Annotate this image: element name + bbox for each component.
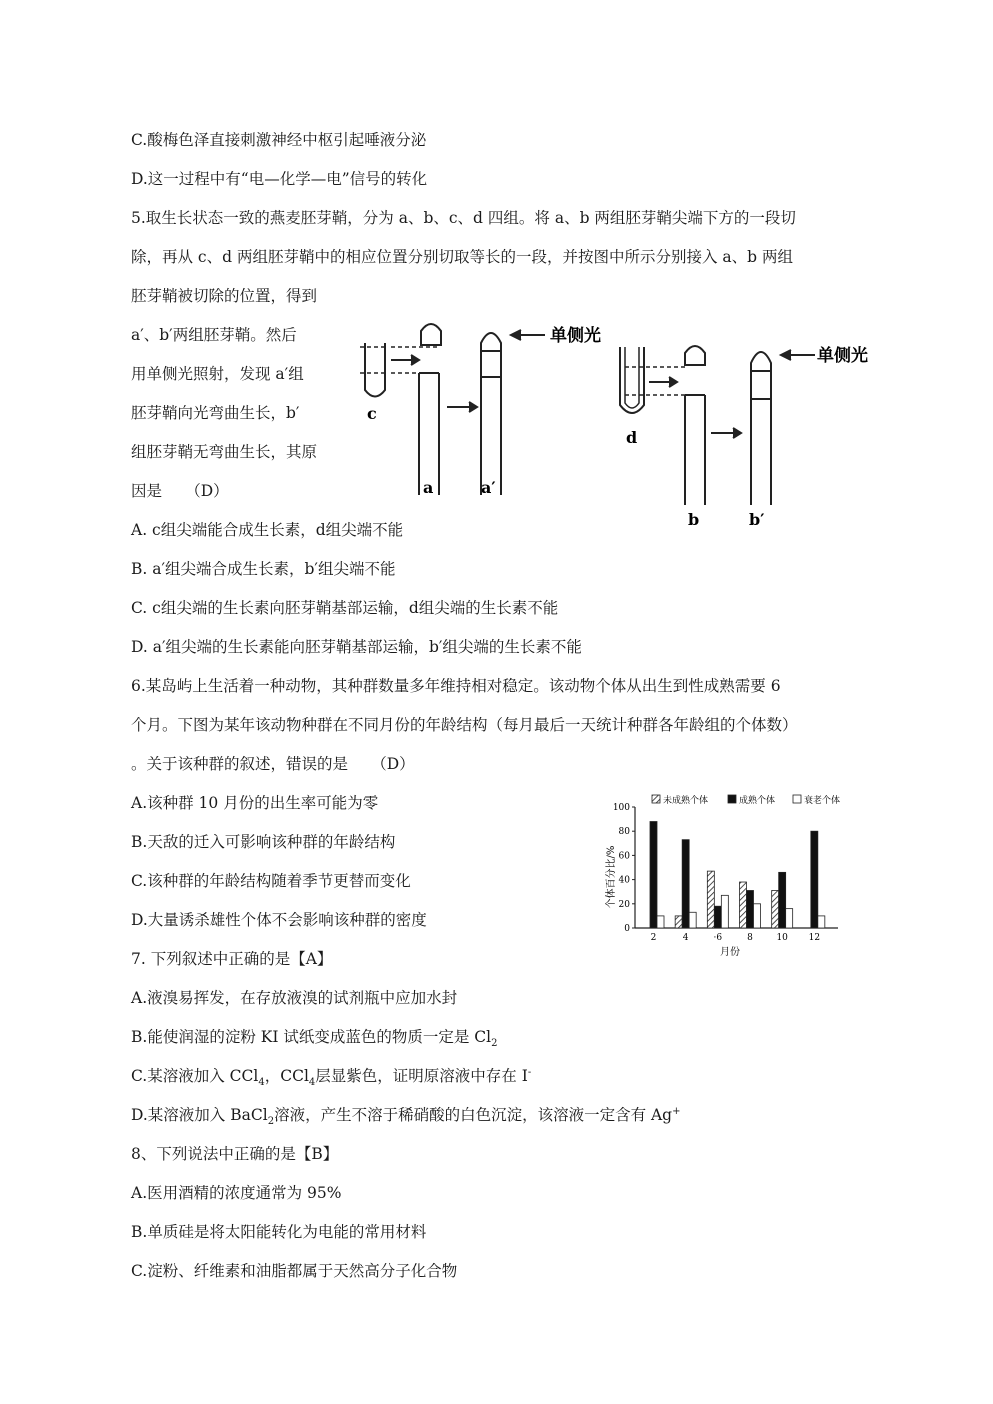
y-axis-label: 个体百分比/%: [606, 845, 617, 909]
q8-stem: 8、下列说法中正确的是【B】: [131, 1145, 339, 1163]
q7-stem: 7. 下列叙述中正确的是【A】: [131, 950, 333, 968]
q5-option-a: A. c组尖端能合成生长素，d组尖端不能: [131, 521, 404, 539]
x-tick-label: 8: [747, 933, 753, 943]
coleoptile-experiment-figure: [355, 315, 885, 530]
q8-option-a: A.医用酒精的浓度通常为 95%: [131, 1184, 342, 1202]
label-a-prime: a′: [481, 478, 496, 497]
coleoptile-c: [365, 343, 385, 397]
q5-stem-line-6: 胚芽鞘向光弯曲生长，b′: [131, 404, 300, 422]
q5-option-d: D. a′组尖端的生长素能向胚芽鞘基部运输，b′组尖端的生长素不能: [131, 638, 582, 656]
x-tick-label: ·6: [713, 933, 723, 943]
bar: [772, 890, 779, 928]
legend-label: 成熟个体: [739, 796, 776, 806]
coleoptile-d: [620, 347, 644, 413]
q8-option-c: C.淀粉、纤维素和油脂都属于天然高分子化合物: [131, 1262, 458, 1280]
coleoptile-b: [685, 395, 705, 505]
q7-option-a: A.液溴易挥发，在存放液溴的试剂瓶中应加水封: [131, 989, 458, 1007]
q5-stem-line-2: 除，再从 c、d 两组胚芽鞘中的相应位置分别切取等长的一段，并按图中所示分别接入 a、b 两组: [131, 248, 793, 266]
legend-swatch: [652, 795, 660, 803]
q7-option-b: B.能使润湿的淀粉 KI 试纸变成蓝色的物质一定是 $Cl_2$: [131, 1028, 498, 1050]
x-tick-label: 12: [808, 933, 821, 943]
bar: [740, 882, 747, 928]
age-structure-chart: [600, 785, 850, 960]
x-tick-label: 4: [682, 933, 689, 943]
q7-option-c: C.某溶液加入 CCl$_4$，CCl$_4$层显紫色，证明原溶液中存在 I-: [131, 1066, 532, 1089]
bar: [747, 890, 754, 928]
bar: [721, 895, 728, 928]
bar: [657, 916, 664, 928]
bar: [650, 822, 657, 928]
q5-stem-line-8: 因是 （D）: [131, 482, 229, 500]
q6-stem-line-3: 。关于该种群的叙述，错误的是 （D）: [131, 755, 415, 773]
bar: [689, 912, 696, 928]
q6-option-c: C.该种群的年龄结构随着季节更替而变化: [131, 872, 411, 890]
light-label-1: 单侧光: [550, 326, 601, 346]
q6-option-d: D.大量诱杀雄性个体不会影响该种群的密度: [131, 911, 427, 929]
light-label-2: 单侧光: [817, 346, 868, 366]
bar: [714, 906, 721, 928]
coleoptile-a: [419, 373, 439, 495]
y-tick-label: 80: [618, 827, 630, 838]
coleoptile-b-tip: [685, 346, 705, 365]
chart-legend: [652, 794, 840, 806]
q5-stem-line-3: 胚芽鞘被切除的位置，得到: [131, 287, 318, 305]
q6-option-a: A.该种群 10 月份的出生率可能为零: [131, 794, 379, 812]
bar: [675, 916, 682, 928]
legend-swatch: [728, 795, 736, 803]
y-tick-label: 40: [618, 875, 630, 886]
legend-swatch: [793, 795, 801, 803]
q5-stem-line-7: 组胚芽鞘无弯曲生长，其原: [131, 443, 318, 461]
legend-label: 未成熟个体: [663, 796, 709, 806]
label-a: a: [423, 478, 434, 497]
q5-stem-line-4: a′、b′两组胚芽鞘。然后: [131, 326, 297, 344]
label-b-prime: b′: [749, 510, 765, 529]
y-tick-label: 0: [624, 924, 630, 934]
bar: [818, 916, 825, 928]
x-axis-label: 月份: [720, 947, 740, 958]
bar: [707, 871, 714, 928]
q5-option-c: C. c组尖端的生长素向胚芽鞘基部运输，d组尖端的生长素不能: [131, 599, 559, 617]
x-tick-label: 2: [650, 933, 657, 943]
q7-option-d: D.某溶液加入 BaCl$_2$溶液，产生不溶于稀硝酸的白色沉淀，该溶液一定含有 Ag+: [131, 1105, 681, 1128]
label-b: b: [688, 510, 700, 529]
legend-label: 衰老个体: [804, 796, 841, 806]
label-d: d: [626, 428, 638, 447]
q5-stem-wrapped: [131, 316, 343, 511]
q4-option-c: C.酸梅色泽直接刺激神经中枢引起唾液分泌: [131, 131, 427, 149]
bar: [754, 904, 761, 928]
coleoptile-a-tip: [421, 324, 441, 345]
y-tick-label: 100: [612, 803, 630, 813]
q5-option-b: B. a′组尖端合成生长素，b′组尖端不能: [131, 560, 396, 578]
bar: [779, 872, 786, 928]
bar: [682, 840, 689, 928]
bar: [811, 831, 818, 928]
label-c: c: [367, 404, 377, 423]
bar: [786, 909, 793, 928]
y-tick-label: 20: [618, 899, 630, 910]
y-tick-label: 60: [618, 851, 630, 862]
q4-option-d: D.这一过程中有“电—化学—电”信号的转化: [131, 170, 428, 188]
q8-option-b: B.单质硅是将太阳能转化为电能的常用材料: [131, 1223, 427, 1241]
coleoptile-a-prime: [481, 333, 501, 495]
q5-stem-line-1: 5.取生长状态一致的燕麦胚芽鞘，分为 a、b、c、d 四组。将 a、b 两组胚芽鞘尖端下方的一段切: [131, 209, 796, 227]
q6-stem-line-1: 6.某岛屿上生活着一种动物，其种群数量多年维持相对稳定。该动物个体从出生到性成熟需要 6: [131, 677, 781, 695]
q6-stem-line-2: 个月。下图为某年该动物种群在不同月份的年龄结构（每月最后一天统计种群各年龄组的个体数）: [131, 716, 798, 734]
coleoptile-b-prime: [751, 352, 771, 505]
q6-option-b: B.天敌的迁入可影响该种群的年龄结构: [131, 833, 396, 851]
x-tick-label: 10: [776, 933, 788, 943]
q5-stem-line-5: 用单侧光照射，发现 a′组: [131, 365, 304, 383]
